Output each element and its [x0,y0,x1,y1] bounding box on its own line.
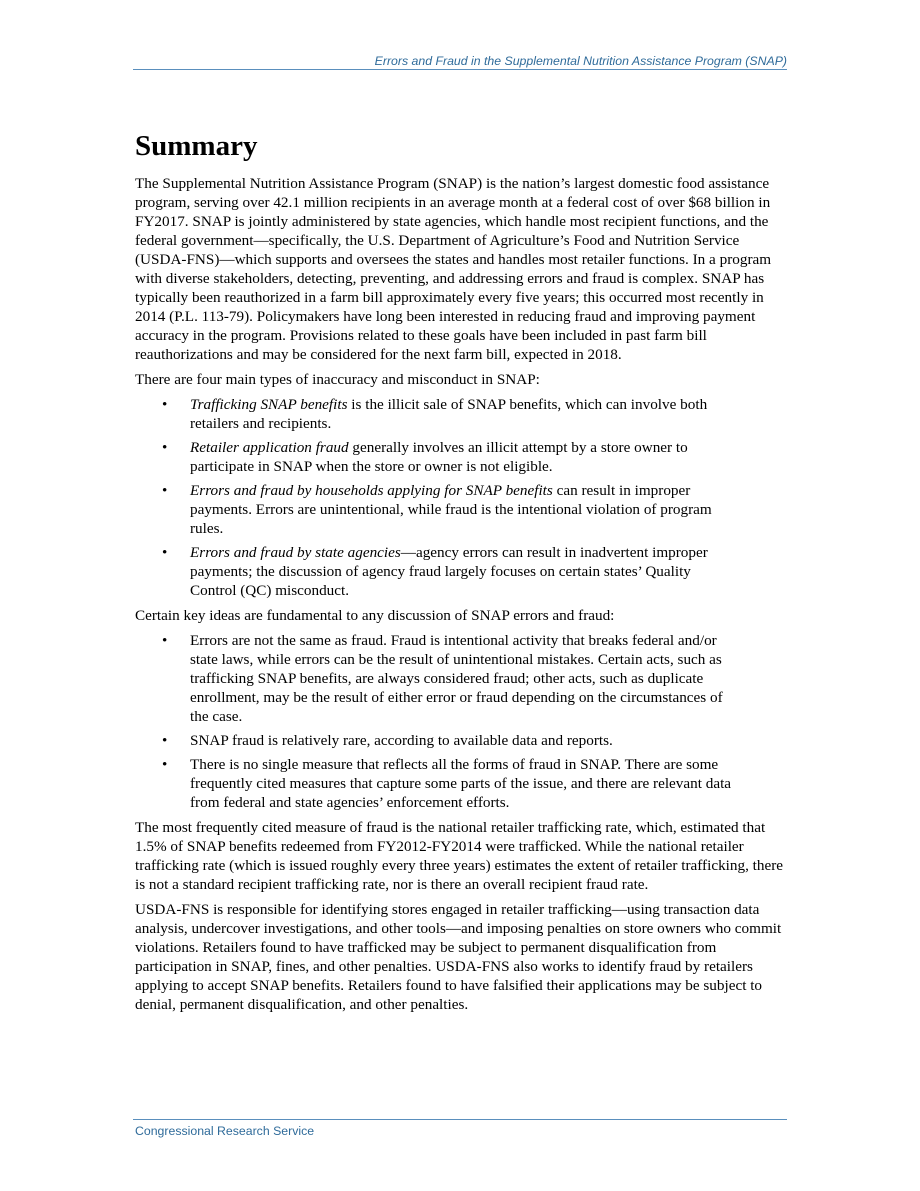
bullet-icon: • [162,732,168,749]
list-item-text: There is no single measure that reflects all the forms of fraud in SNAP. There are some frequently cited measures that capture some parts of the issue, and there are relevant data from federal and state agencies’ enforcement efforts. [190,756,732,811]
list-item-term: Retailer application fraud [190,439,349,456]
list-item-text: —agency errors can result in inadvertent improper payments; the discussion of agency fraud largely focuses on certain states’ Quality Control (QC) misconduct. [190,544,708,599]
list-item-term: Errors and fraud by state agencies [190,544,401,561]
list-item-term: Errors and fraud by households applying for SNAP benefits [190,482,553,499]
types-lead-paragraph: There are four main types of inaccuracy and misconduct in SNAP: [135,371,540,388]
header-divider [133,69,787,70]
list-item-text: generally involves an illicit attempt by a store owner to participate in SNAP when the store or owner is not eligible. [190,439,688,475]
list-item [135,755,735,812]
key-ideas-list [135,631,787,812]
list-item [135,481,735,538]
list-item-text: can result in improper payments. Errors are unintentional, while fraud is the intentional violation of program rules. [190,482,712,537]
trafficking-rate-paragraph: The most frequently cited measure of fraud is the national retailer trafficking rate, which, estimated that 1.5% of SNAP benefits redeemed from FY2012-FY2014 were trafficked. While the national retailer trafficking rate (which is issued roughly every three years) estimates the extent of retailer trafficking, there is not a standard recipient trafficking rate, nor is there an overall recipient fraud rate. [135,819,784,893]
intro-paragraph: The Supplemental Nutrition Assistance Program (SNAP) is the nation’s largest domestic food assistance program, serving over 42.1 million recipients in an average month at a federal cost of over $68 billion in FY2017. SNAP is jointly administered by state agencies, which handle most recipient functions, and the federal government—specifically, the U.S. Department of Agriculture’s Food and Nutrition Service (USDA-FNS)—which supports and oversees the states and handles most retailer functions. In a program with diverse stakeholders, detecting, preventing, and addressing errors and fraud is complex. SNAP has typically been reauthorized in a farm bill approximately every five years; this occurred most recently in 2014 (P.L. 113-79). Policymakers have long been interested in reducing fraud and improving payment accuracy in the program. Provisions related to these goals have been included in past farm bill reauthorizations and may be considered for the next farm bill, expected in 2018. [135,175,772,363]
footer-org: Congressional Research Service [135,1124,315,1138]
page-body [135,118,787,1020]
section-title: Summary [135,130,258,162]
list-item-term: Trafficking SNAP benefits [190,396,348,413]
bullet-icon: • [162,544,168,561]
list-item [135,731,735,750]
bullet-icon: • [162,439,168,456]
bullet-icon: • [162,756,168,773]
footer-divider [133,1119,787,1120]
running-header: Errors and Fraud in the Supplemental Nutrition Assistance Program (SNAP) [374,54,787,68]
usda-fns-paragraph: USDA-FNS is responsible for identifying stores engaged in retailer trafficking—using transaction data analysis, undercover investigations, and other tools—and imposing penalties on store owners who commit violations. Retailers found to have trafficked may be subject to permanent disqualification from participation in SNAP, fines, and other penalties. USDA-FNS also works to identify fraud by retailers applying to accept SNAP benefits. Retailers found to have falsified their applications may be subject to denial, permanent disqualification, and other penalties. [135,901,782,1013]
list-item-text: is the illicit sale of SNAP benefits, which can involve both retailers and recipients. [190,396,708,432]
list-item-text: Errors are not the same as fraud. Fraud is intentional activity that breaks federal and/or state laws, while errors can be the result of unintentional mistakes. Certain acts, such as trafficking SNAP benefits, are always considered fraud; other acts, such as duplicate enrollment, may be the result of either error or fraud depending on the circumstances of the case. [190,632,723,725]
list-item [135,631,735,726]
list-item [135,438,735,476]
ideas-lead-paragraph: Certain key ideas are fundamental to any discussion of SNAP errors and fraud: [135,607,615,624]
bullet-icon: • [162,632,168,649]
list-item [135,395,735,433]
list-item [135,543,735,600]
misconduct-types-list [135,395,787,600]
bullet-icon: • [162,482,168,499]
list-item-text: SNAP fraud is relatively rare, according to available data and reports. [190,732,613,749]
bullet-icon: • [162,396,168,413]
